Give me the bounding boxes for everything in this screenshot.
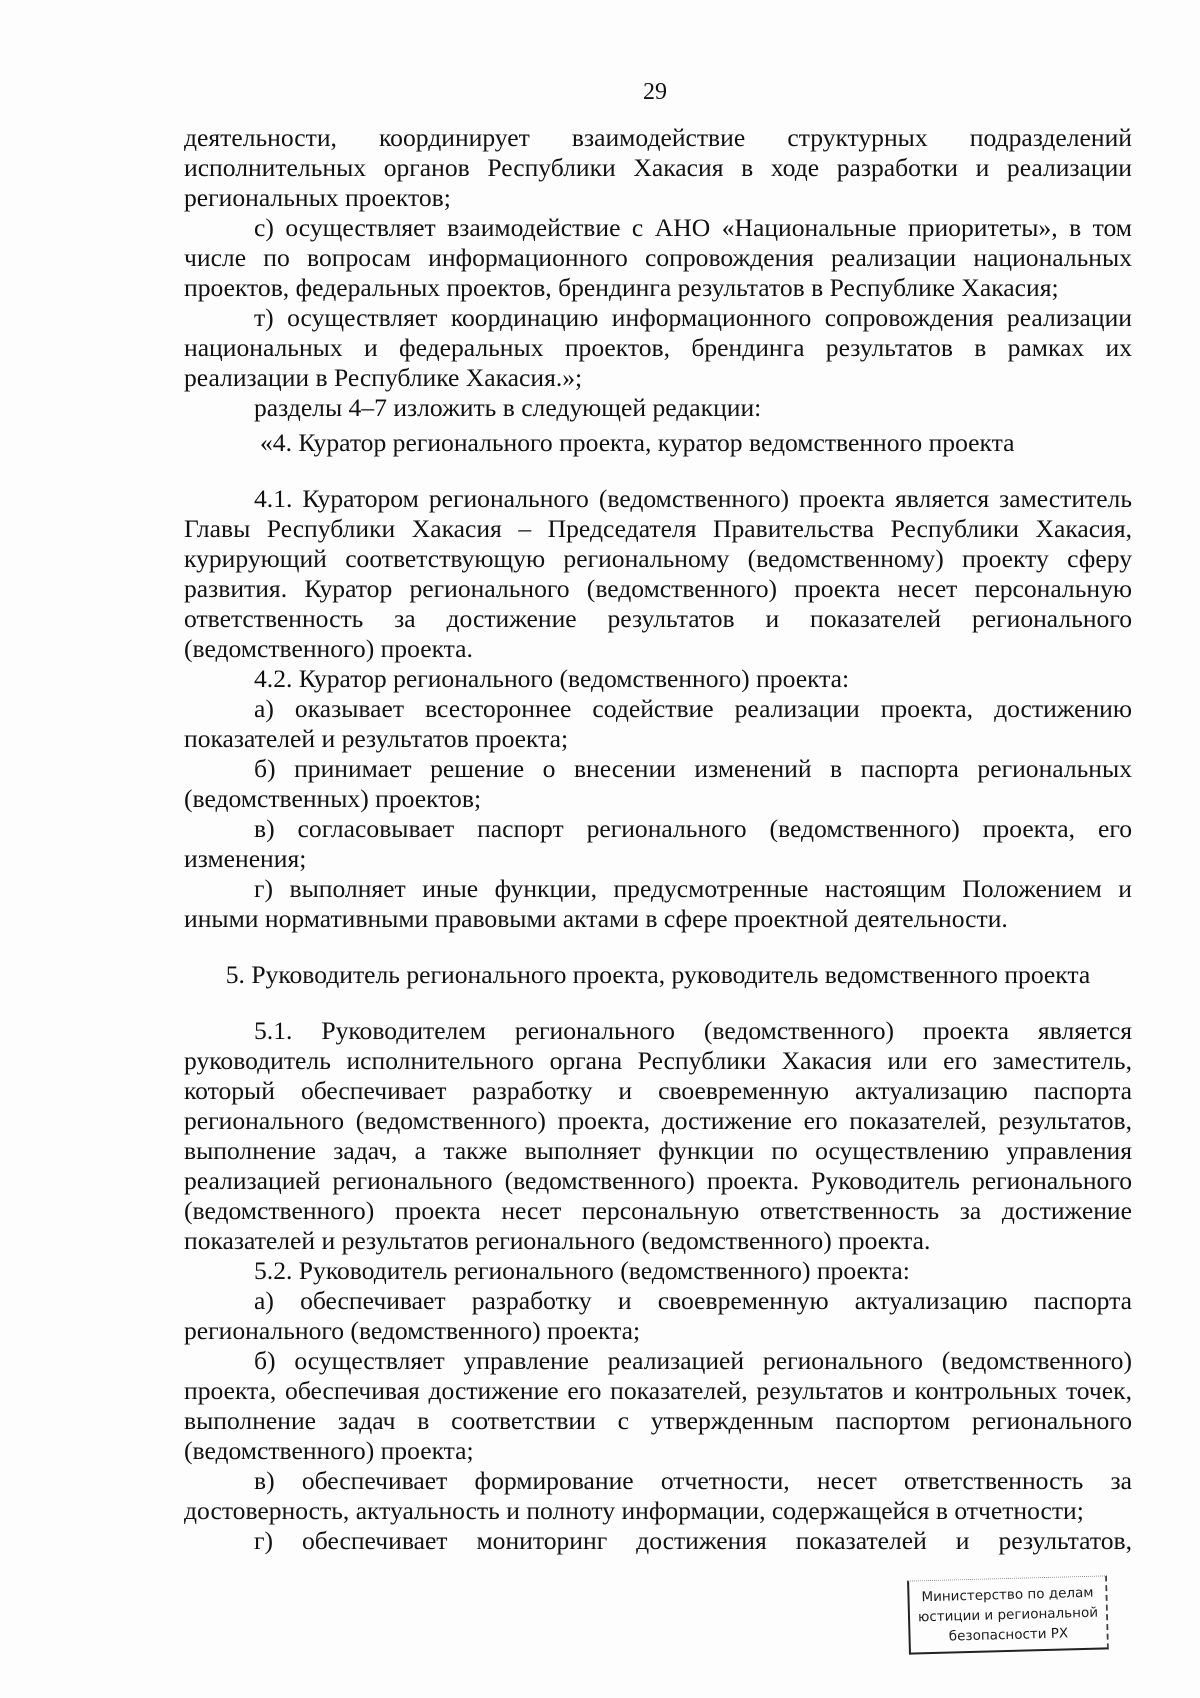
paragraph-continuation: деятельности, координирует взаимодействие структурных подразделений исполнительных органов Республики Хакасия в ходе разработки и реализации региональных проектов; <box>184 123 1132 212</box>
document-body <box>184 123 1132 1556</box>
section-4-heading: «4. Куратор регионального проекта, куратор ведомственного проекта <box>260 428 1015 457</box>
stamp-line-2: юстиции и региональной <box>917 1604 1099 1626</box>
paragraph-4-1: 4.1. Куратором регионального (ведомственного) проекта является заместитель Главы Республики Хакасия – Председателя Правительства Республики Хакасия, курирующий соответствующую региональному (ведомственному) проекту сферу развития. Куратор регионального (ведомственного) проекта несет персональную ответственность за достижение результатов и показателей регионального (ведомственного) проекта. <box>184 484 1132 663</box>
paragraph-item-s: с) осуществляет взаимодействие с АНО «Национальные приоритеты», в том числе по вопросам информационного сопровождения реализации национальных проектов, федеральных проектов, брендинга результатов в Республике Хакасия; <box>184 213 1132 302</box>
paragraph-sections-edit: разделы 4–7 изложить в следующей редакции: <box>254 393 762 422</box>
stamp-line-3: безопасности РХ <box>948 1625 1069 1645</box>
paragraph-4-2-b: б) принимает решение о внесении изменений в паспорта региональных (ведомственных) проектов; <box>184 754 1132 813</box>
paragraph-4-2-a: а) оказывает всестороннее содействие реализации проекта, достижению показателей и результатов проекта; <box>184 694 1132 753</box>
paragraph-5-2-a: а) обеспечивает разработку и своевременную актуализацию паспорта регионального (ведомственного) проекта; <box>184 1286 1132 1345</box>
paragraph-5-2-g: г) обеспечивает мониторинг достижения показателей и результатов, <box>254 1526 1132 1555</box>
paragraph-5-2-b: б) осуществляет управление реализацией регионального (ведомственного) проекта, обеспечивая достижение его показателей, результатов и контрольных точек, выполнение задач в соответствии с утвержденным паспортом регионального (ведомственного) проекта; <box>184 1346 1132 1465</box>
paragraph-4-2: 4.2. Куратор регионального (ведомственного) проекта: <box>254 664 850 693</box>
paragraph-item-t: т) осуществляет координацию информационного сопровождения реализации национальных и федеральных проектов, брендинга результатов в рамках их реализации в Республике Хакасия.»; <box>184 303 1132 392</box>
section-5-heading: 5. Руководитель регионального проекта, руководитель ведомственного проекта <box>225 960 1091 989</box>
paragraph-4-2-g: г) выполняет иные функции, предусмотренные настоящим Положением и иными нормативными правовыми актами в сфере проектной деятельности. <box>184 874 1132 933</box>
page-number: 29 <box>643 79 667 105</box>
paragraph-5-1: 5.1. Руководителем регионального (ведомственного) проекта является руководитель исполнительного органа Республики Хакасия или его заместитель, который обеспечивает разработку и своевременную актуализацию паспорта регионального (ведомственного) проекта, достижение его показателей, результатов, выполнение задач, а также выполняет функции по осуществлению управления реализацией регионального (ведомственного) проекта. Руководитель регионального (ведомственного) проекта несет персональную ответственность за достижение показателей и результатов регионального (ведомственного) проекта. <box>184 1016 1132 1255</box>
paragraph-4-2-v: в) согласовывает паспорт регионального (ведомственного) проекта, его изменения; <box>184 814 1132 873</box>
paragraph-5-2: 5.2. Руководитель регионального (ведомственного) проекта: <box>254 1256 910 1285</box>
paragraph-5-2-v: в) обеспечивает формирование отчетности, несет ответственность за достоверность, актуальность и полноту информации, содержащейся в отчетности; <box>184 1466 1132 1525</box>
stamp-line-1: Министерство по делам <box>921 1584 1094 1606</box>
ministry-stamp <box>907 1575 1109 1654</box>
